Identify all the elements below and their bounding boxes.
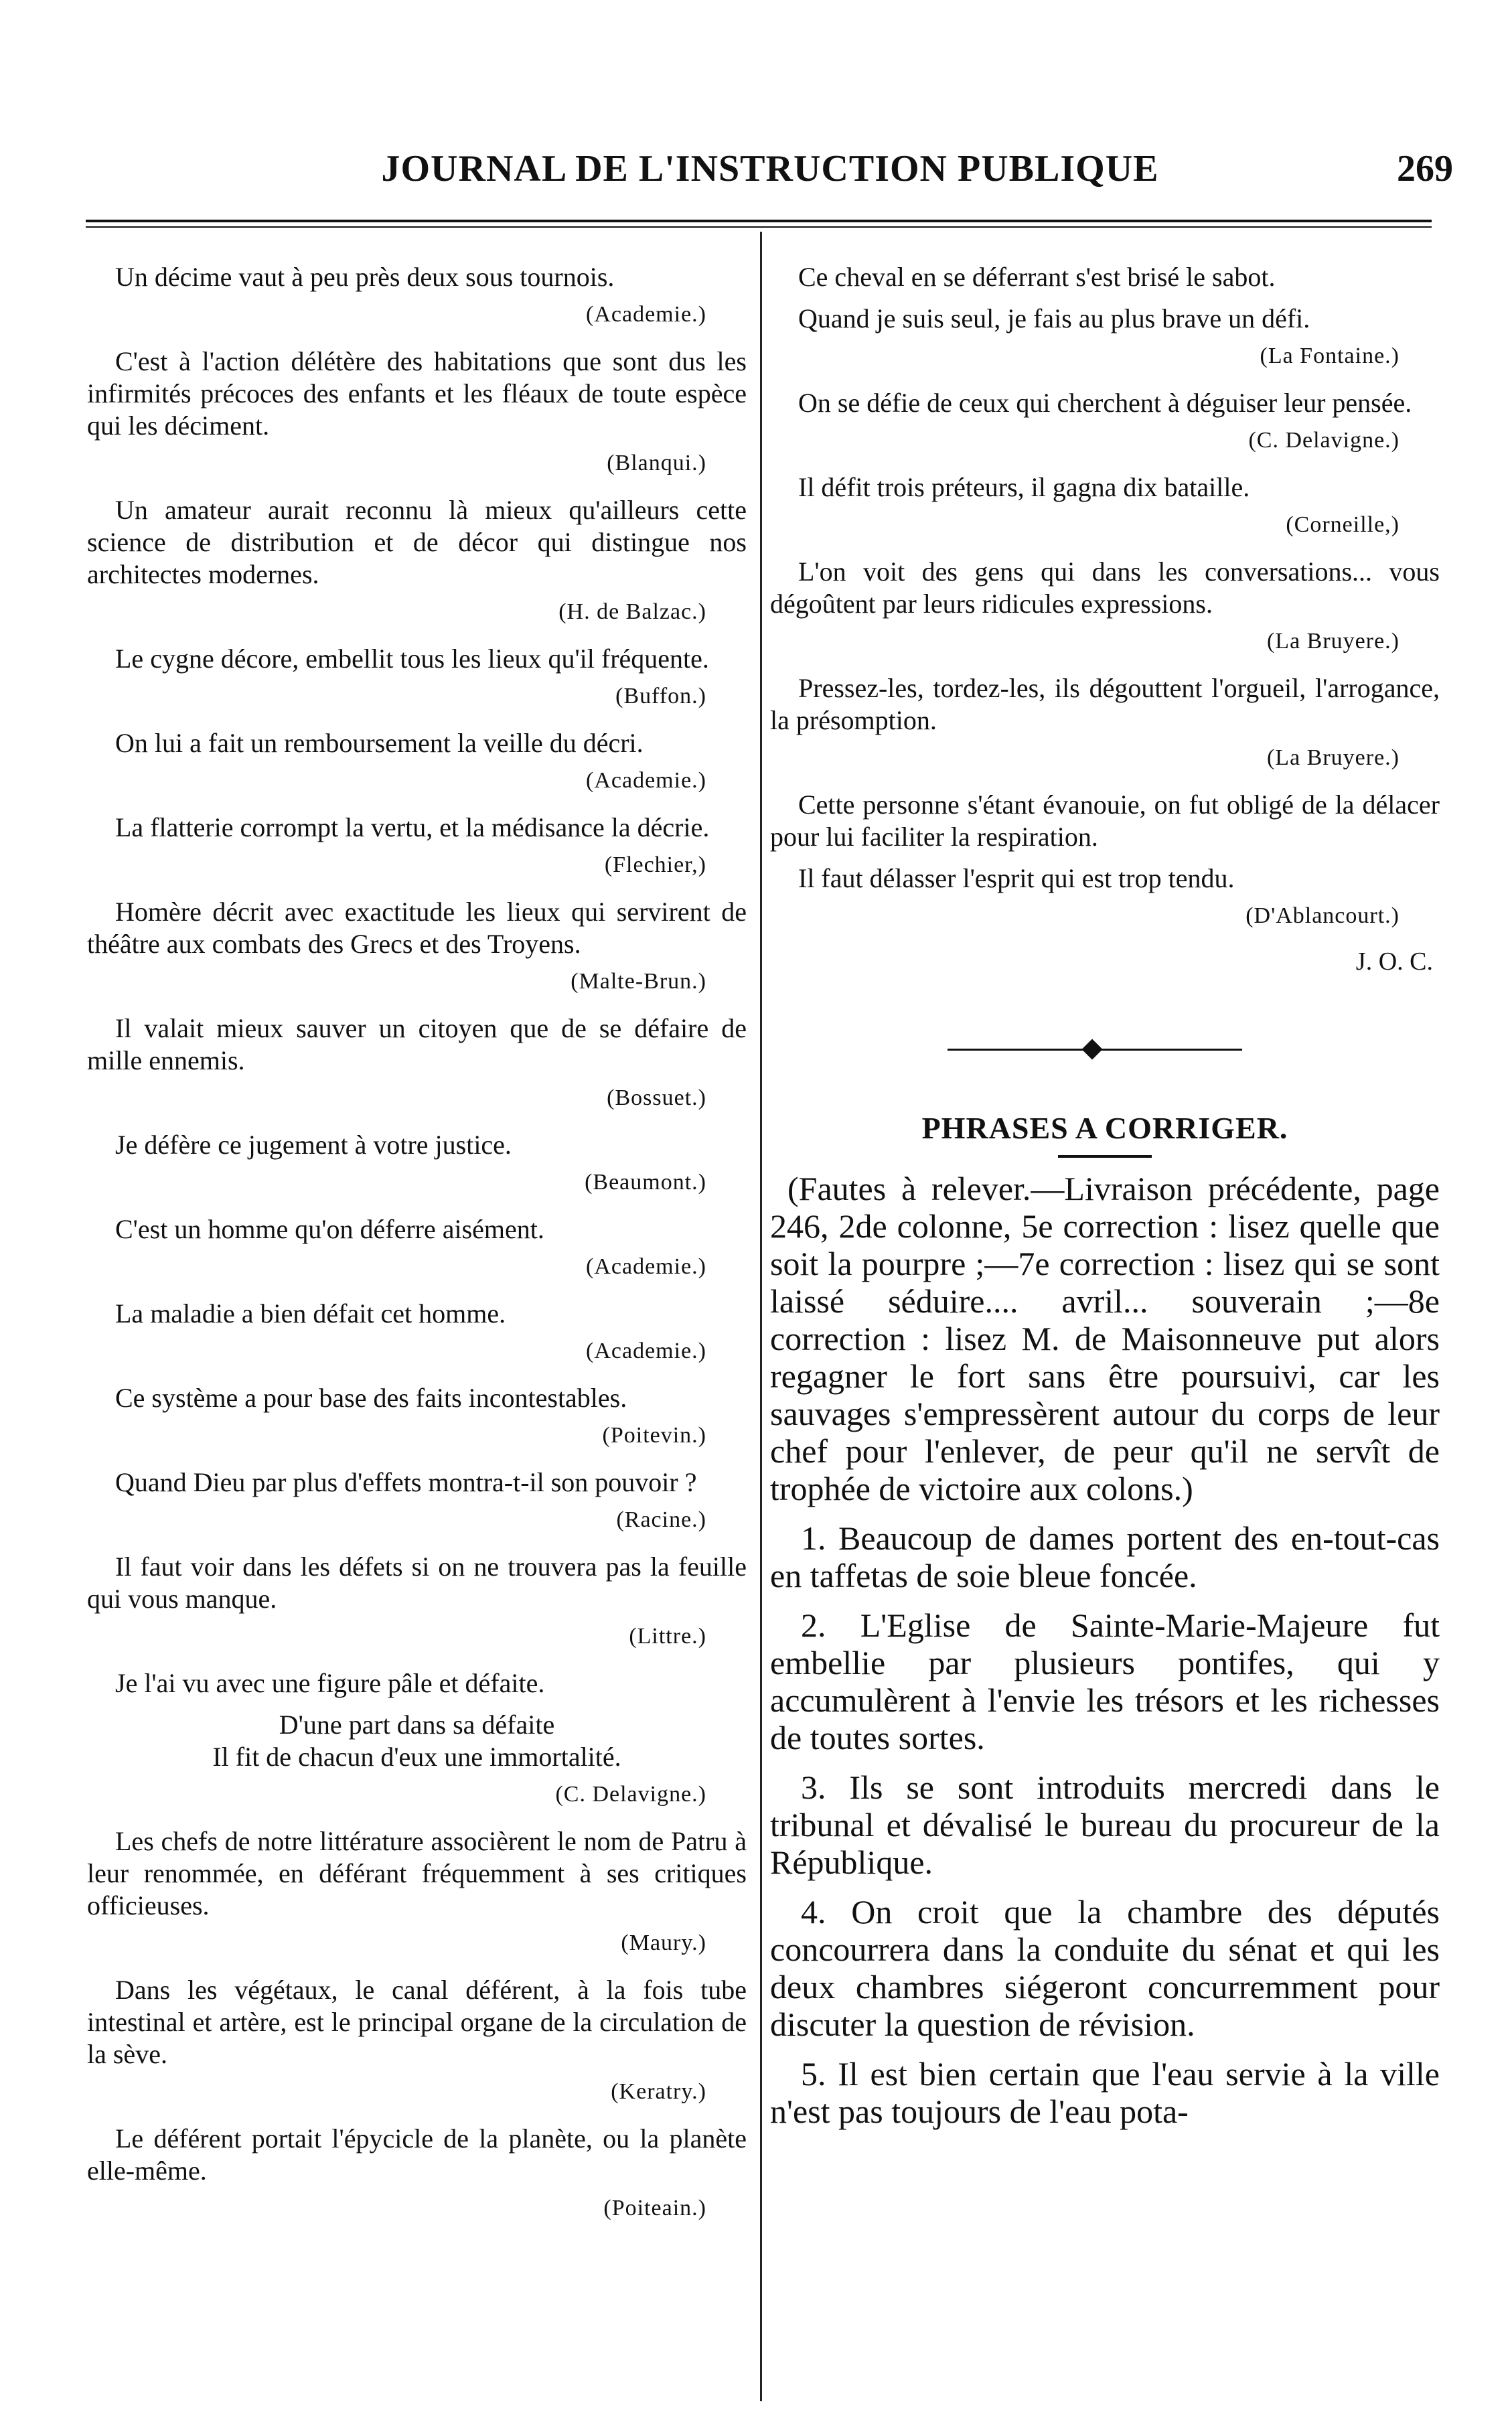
quote: Il faut délasser l'esprit qui est trop tendu. [798, 863, 1235, 893]
quote: Un décime vaut à peu près deux sous tournois. [115, 262, 615, 292]
attribution: (Littre.) [629, 1624, 706, 1649]
page-number: 269 [1397, 148, 1453, 190]
attribution: (Poitevin.) [602, 1423, 706, 1448]
attribution: (Blanqui.) [607, 451, 706, 475]
quote: Il faut voir dans les défets si on ne trouvera pas la feuille qui vous manque. [87, 1552, 747, 1614]
attribution: (H. de Balzac.) [558, 599, 706, 624]
quote: Homère décrit avec exactitude les lieux qui servirent de théâtre aux combats des Grecs et des Troyens. [87, 897, 747, 959]
corrections-note: (Fautes à relever.—Livraison précédente, page 246, 2de colonne, 5e correction : lisez quelle que soit la pourpre ;—7e correction : lisez qui se sont laissé séduire.... avril... souverain ;—8e correction : lisez M. de Maisonneuve put alors regagner le fort sans être poursuivi, car les sauvages s'empressèrent autour du corps de leur chef pour l'enlever, de peur qu'il ne servît de trophée de victoire aux colons.) [770, 1170, 1440, 1507]
attribution: (C. Delavigne.) [555, 1782, 706, 1807]
quote: Dans les végétaux, le canal déférent, à la fois tube intestinal et artère, est le principal organe de la circulation de la sève. [87, 1975, 747, 2069]
quote: Cette personne s'étant évanouie, on fut obligé de la délacer pour lui faciliter la respiration. [770, 789, 1440, 852]
attribution: (Academie.) [586, 302, 706, 327]
header-rule [86, 220, 1432, 222]
quote: Pressez-les, tordez-les, ils dégouttent l'orgueil, l'arrogance, la présomption. [770, 673, 1440, 735]
quote: Il valait mieux sauver un citoyen que de se défaire de mille ennemis. [87, 1013, 747, 1075]
attribution: (Beaumont.) [585, 1170, 706, 1195]
quote: On se défie de ceux qui cherchent à déguiser leur pensée. [798, 388, 1412, 418]
quote: Le déférent portait l'épycicle de la planète, ou la planète elle-même. [87, 2123, 747, 2186]
left-column [87, 261, 747, 2239]
verse-line: Il fit de chacun d'eux une immortalité. [212, 1742, 621, 1772]
quote: Il défit trois préteurs, il gagna dix bataille. [798, 472, 1250, 502]
quote: Quand je suis seul, je fais au plus brave un défi. [798, 303, 1310, 333]
attribution: (Poiteain.) [603, 2196, 706, 2220]
attribution: (C. Delavigne.) [1248, 428, 1400, 453]
attribution: (Buffon.) [615, 684, 706, 708]
verse-line: D'une part dans sa défaite [279, 1710, 555, 1740]
page-header [87, 147, 1453, 201]
attribution: (Academie.) [586, 1254, 706, 1279]
attribution: (Academie.) [586, 1339, 706, 1363]
attribution: (Corneille,) [1286, 512, 1400, 537]
quote: Ce système a pour base des faits incontestables. [115, 1383, 627, 1413]
attribution: (Flechier,) [604, 852, 706, 877]
attribution: (Academie.) [586, 768, 706, 793]
quote: C'est un homme qu'on déferre aisément. [115, 1214, 544, 1244]
quote: La flatterie corrompt la vertu, et la médisance la décrie. [115, 812, 710, 842]
signature: J. O. C. [1355, 948, 1433, 976]
attribution: (La Bruyere.) [1266, 745, 1400, 770]
quote: Le cygne décore, embellit tous les lieux qu'il fréquente. [115, 644, 709, 674]
running-title: JOURNAL DE L'INSTRUCTION PUBLIQUE [381, 148, 1159, 190]
attribution: (Keratry.) [611, 2079, 706, 2104]
quote: L'on voit des gens qui dans les conversations... vous dégoûtent par leurs ridicules expressions. [770, 556, 1440, 619]
quote: Je défère ce jugement à votre justice. [115, 1130, 512, 1160]
quote: Les chefs de notre littérature associèrent le nom de Patru à leur renommée, en déférant fréquemment à ses critiques officieuses. [87, 1826, 747, 1920]
attribution: (D'Ablancourt.) [1245, 903, 1400, 928]
attribution: (La Fontaine.) [1260, 344, 1400, 368]
quote: Quand Dieu par plus d'effets montra-t-il son pouvoir ? [115, 1467, 697, 1497]
quote: Ce cheval en se déferrant s'est brisé le sabot. [798, 262, 1276, 292]
quote: La maladie a bien défait cet homme. [115, 1298, 506, 1329]
diamond-icon [1081, 1039, 1102, 1059]
attribution: (Bossuet.) [607, 1085, 706, 1110]
attribution: (Racine.) [616, 1507, 706, 1532]
attribution: (Maury.) [621, 1931, 706, 1955]
quote: Je l'ai vu avec une figure pâle et défaite. [115, 1668, 545, 1698]
ornament-divider [770, 1030, 1440, 1070]
exercise-item: 3. Ils se sont introduits mercredi dans le tribunal et dévalisé le bureau du procureur de la République. [770, 1768, 1440, 1881]
heading-rule [1058, 1155, 1152, 1158]
quote: On lui a fait un remboursement la veille du décri. [115, 728, 644, 758]
header-rule-thin [86, 226, 1432, 228]
quote: Un amateur aurait reconnu là mieux qu'ailleurs cette science de distribution et de décor qui distingue nos architectes modernes. [87, 495, 747, 589]
column-divider [760, 232, 762, 2401]
exercise-item: 2. L'Eglise de Sainte-Marie-Majeure fut embellie par plusieurs pontifes, qui y accumulèrent à l'envie les trésors et les richesses de toutes sortes. [770, 1606, 1440, 1756]
quote: C'est à l'action délétère des habitations que sont dus les infirmités précoces des enfants et les fléaux de toute espèce qui les déciment. [87, 346, 747, 441]
exercise-item: 1. Beaucoup de dames portent des en-tout-cas en taffetas de soie bleue foncée. [770, 1519, 1440, 1594]
section-heading: PHRASES A CORRIGER. [921, 1111, 1288, 1145]
exercise-item: 5. Il est bien certain que l'eau servie à la ville n'est pas toujours de l'eau pota- [770, 2055, 1440, 2130]
right-column [770, 261, 1440, 2142]
exercise-item: 4. On croit que la chambre des députés concourrera dans la conduite du sénat et qui les deux chambres siégeront concurremment pour discuter la question de révision. [770, 1893, 1440, 2043]
attribution: (La Bruyere.) [1266, 629, 1400, 654]
attribution: (Malte-Brun.) [571, 969, 706, 994]
